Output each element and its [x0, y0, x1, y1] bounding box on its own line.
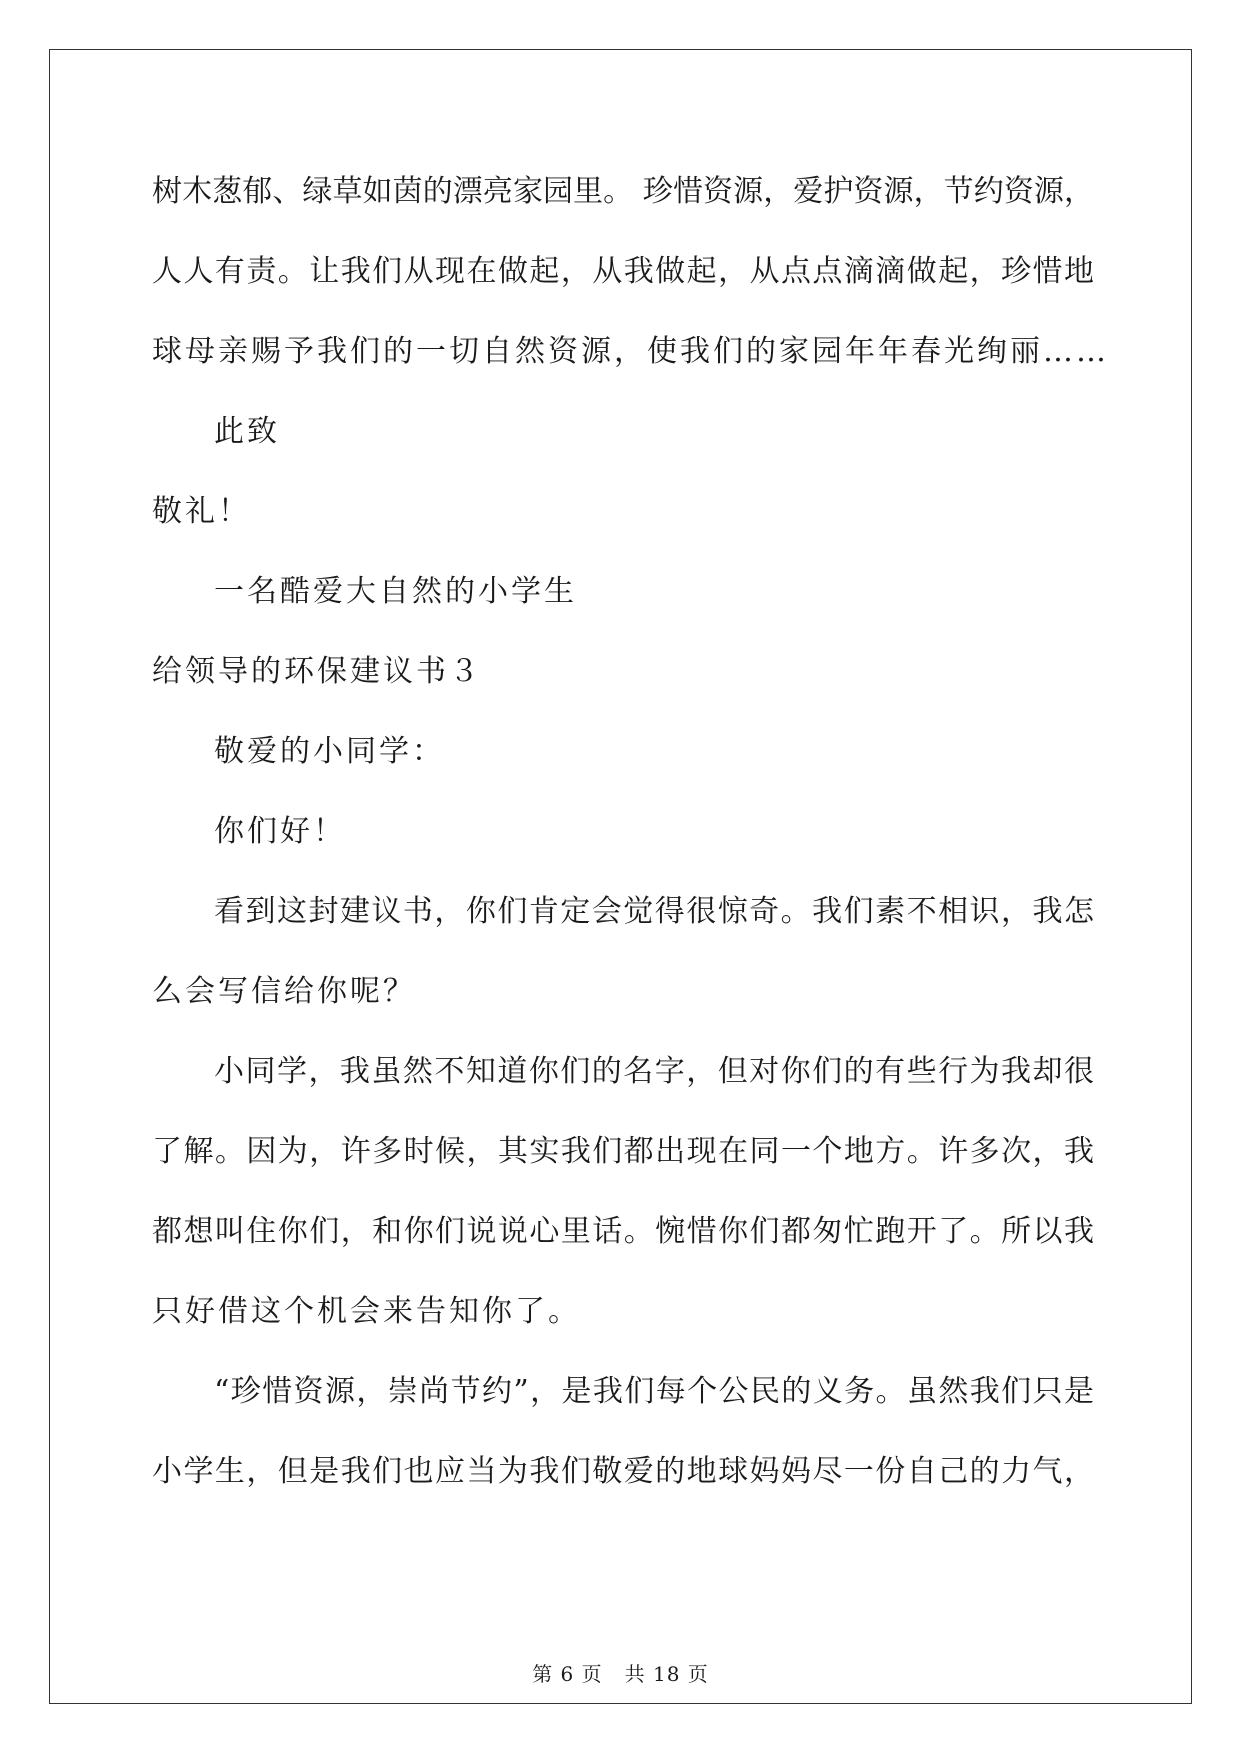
page-total: 共 18 页 — [624, 1662, 709, 1686]
document-body — [152, 152, 1109, 1512]
body-line: 小同学，我虽然不知道你们的名字，但对你们的有些行为我却很 — [214, 1054, 1094, 1089]
page-number: 第 6 页 — [532, 1662, 603, 1686]
body-line: 球母亲赐予我们的一切自然资源，使我们的家园年年春光绚丽…… — [152, 334, 1109, 369]
body-line: 只好借这个机会来告知你了。 — [152, 1294, 581, 1329]
body-line: 树木葱郁、绿草如茵的漂亮家园里。 珍惜资源，爱护资源，节约资源， — [152, 174, 1094, 209]
body-line: 小学生，但是我们也应当为我们敬爱的地球妈妈尽一份自己的力气， — [152, 1454, 1094, 1489]
signature: 一名酷爱大自然的小学生 — [214, 574, 577, 609]
body-line: 人人有责。让我们从现在做起，从我做起，从点点滴滴做起，珍惜地 — [152, 254, 1094, 289]
greeting: 敬爱的小同学： — [214, 734, 445, 769]
body-line: 了解。因为，许多时候，其实我们都出现在同一个地方。许多次，我 — [152, 1134, 1094, 1169]
body-line: 都想叫住你们，和你们说说心里话。惋惜你们都匆忙跑开了。所以我 — [152, 1214, 1094, 1249]
greeting-hello: 你们好！ — [214, 814, 346, 849]
body-line: 看到这封建议书，你们肯定会觉得很惊奇。我们素不相识，我怎 — [214, 894, 1094, 929]
closing-salutation: 此致 — [214, 414, 280, 449]
section-title: 给领导的环保建议书３ — [152, 654, 482, 689]
body-line: “珍惜资源，崇尚节约”，是我们每个公民的义务。虽然我们只是 — [214, 1374, 1094, 1409]
page-footer — [0, 1658, 1241, 1687]
closing-respect: 敬礼！ — [152, 494, 251, 529]
body-line: 么会写信给你呢？ — [152, 974, 416, 1009]
